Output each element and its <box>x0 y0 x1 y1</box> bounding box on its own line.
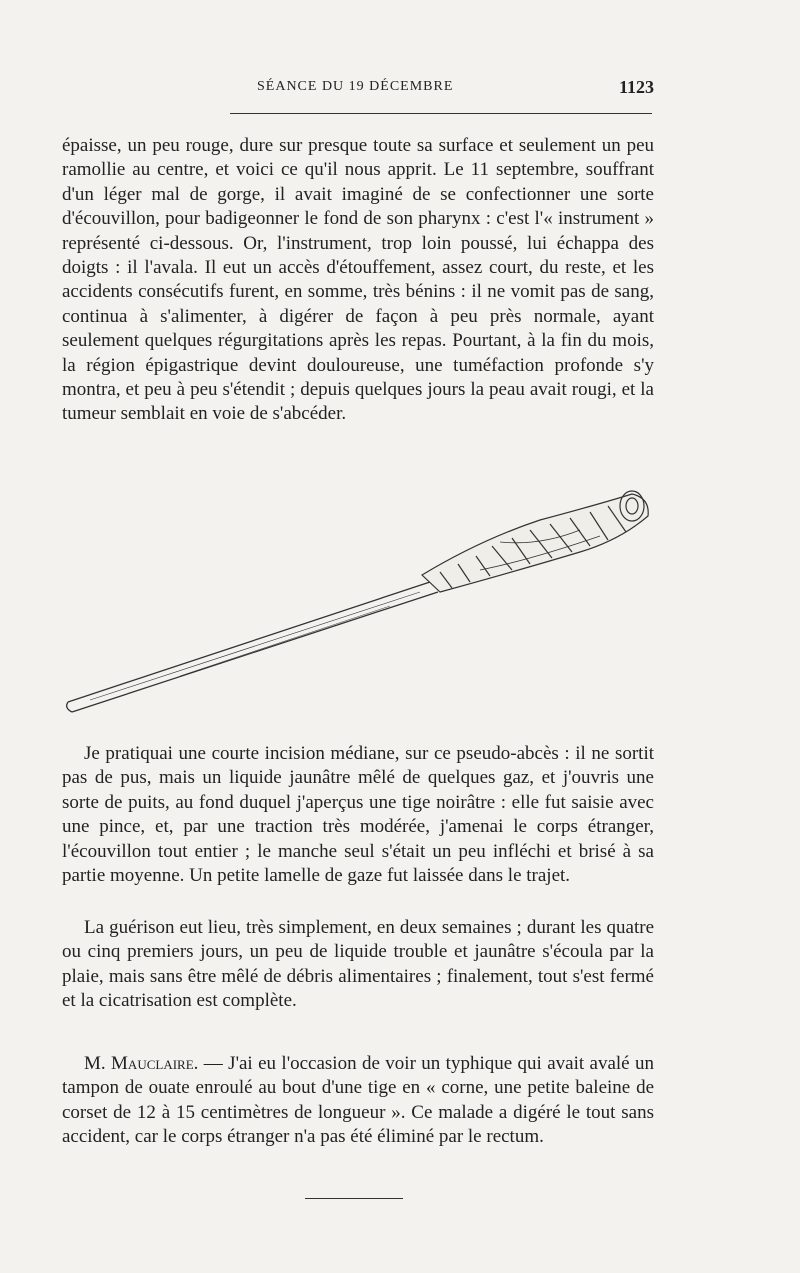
paragraph-operation: Je pratiquai une courte incision médiane, sur ce pseudo-abcès : il ne sortit pas de pus, mais un liquide jaunâtre mêlé de quelques gaz, et j'ouvris une sorte de puits, au fond duquel j'aperçus une tige noirâtre : elle fut saisie avec une pince, et, par une traction très modérée, j'amenai le corps étranger, l'écouvillon tout entier ; le manche seul s'était un peu infléchi et brisé à sa partie moyenne. Un petite lamelle de gaze fut laissée dans le trajet. <box>62 743 654 887</box>
swab-handle <box>67 582 438 712</box>
swab-instrument-illustration <box>60 480 660 730</box>
paragraph-mauclaire-remark <box>62 1052 654 1150</box>
page-number: 1123 <box>618 77 654 97</box>
running-title: SÉANCE DU 19 DÉCEMBRE <box>257 79 454 94</box>
remark-text: — J'ai eu l'occasion de voir un typhique qui avait avalé un tampon de ouate enroulé au bout d'une tige en « corne, une petite baleine de corset de 12 à 15 centimètres de longueur ». Ce malade a digéré le tout sans accident, car le corps étranger n'a pas été éliminé par le rectum. <box>62 1053 654 1148</box>
speaker-name: M. Mauclaire. <box>84 1053 199 1074</box>
header-rule <box>230 113 652 114</box>
footer-rule <box>305 1198 403 1199</box>
running-head <box>62 79 654 101</box>
paragraph-case-history: épaisse, un peu rouge, dure sur presque toute sa surface et seulement un peu ramollie au centre, et voici ce qu'il nous apprit. Le 11 septembre, souffrant d'un léger mal de gorge, il avait imaginé de se confectionner une sorte d'écouvillon, pour badigeonner le fond de son pharynx : c'est l'« instrument » représenté ci-dessous. Or, l'instrument, trop loin poussé, lui échappa des doigts : il l'avala. Il eut un accès d'étouffement, assez court, du reste, et les accidents consécutifs furent, en somme, très bénins : il ne vomit pas de sang, continua à s'alimenter, à digérer de façon à peu près normale, ayant seulement quelques régurgitations après les repas. Pourtant, à la fin du mois, la région épigastrique devint douloureuse, une tuméfaction profonde s'y montra, et peu à peu s'étendit ; depuis quelques jours la peau avait rougi, et la tumeur semblait en voie de s'abcéder. <box>62 135 654 425</box>
paragraph-recovery: La guérison eut lieu, très simplement, en deux semaines ; durant les quatre ou cinq premiers jours, un peu de liquide trouble et jaunâtre s'écoula par la plaie, mais sans être mêlé de débris alimentaires ; finalement, tout s'est fermé et la cicatrisation est complète. <box>62 917 654 1012</box>
cotton-wrapped-head <box>422 491 648 592</box>
